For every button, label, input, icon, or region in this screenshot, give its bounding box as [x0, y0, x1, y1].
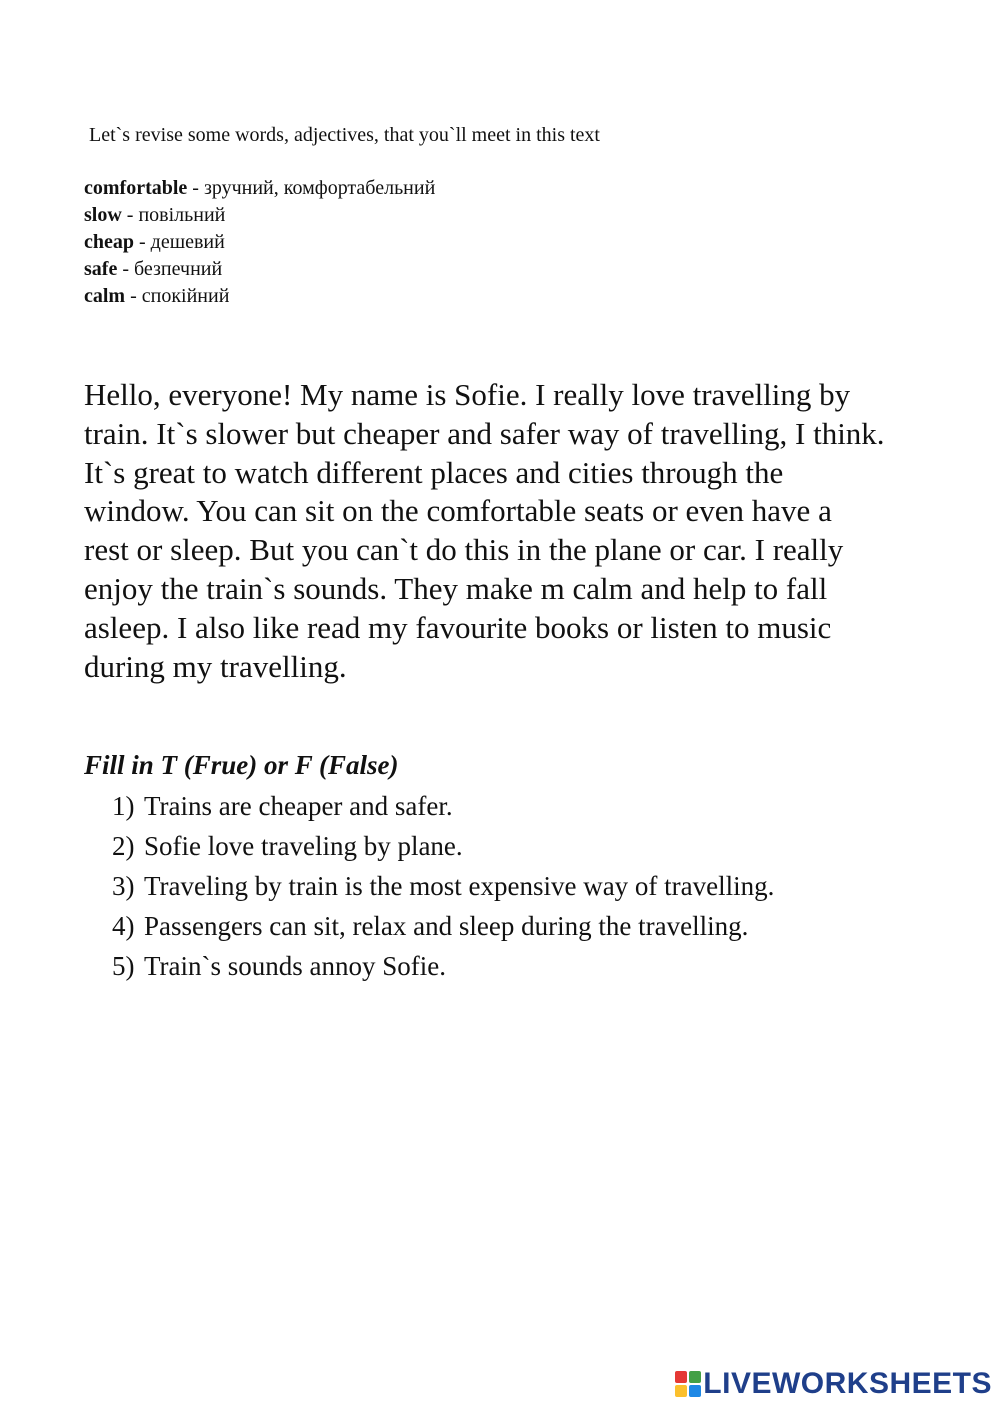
question-text: Passengers can sit, relax and sleep during the travelling. [144, 911, 749, 941]
vocabulary-word: cheap [84, 231, 134, 253]
vocabulary-item [84, 283, 435, 310]
question-number: 3) [112, 871, 135, 901]
question-text: Train`s sounds annoy Sofie. [144, 951, 447, 981]
vocabulary-word: comfortable [84, 177, 188, 199]
vocabulary-word: calm [84, 285, 126, 307]
question-item [112, 866, 774, 906]
story-paragraph [84, 376, 984, 686]
intro-text: Let`s revise some words, adjectives, that you`ll meet in this text [89, 124, 600, 146]
liveworksheets-watermark [675, 1367, 992, 1401]
story-line: It`s great to watch different places and cities through the [84, 454, 784, 490]
question-item [112, 946, 774, 986]
vocabulary-list [84, 175, 435, 310]
question-text: Traveling by train is the most expensive way of travelling. [144, 871, 775, 901]
story-line: train. It`s slower but cheaper and safer way of travelling, I think. [84, 415, 885, 451]
vocabulary-translation: - безпечний [117, 258, 223, 280]
task-title: Fill in T (Frue) or F (False) [84, 750, 399, 780]
liveworksheets-logo-icon [675, 1371, 701, 1397]
vocabulary-translation: - дешевий [134, 231, 225, 253]
logo-tile [675, 1385, 687, 1397]
vocabulary-item [84, 256, 435, 283]
question-list [112, 786, 774, 986]
question-number: 2) [112, 831, 135, 861]
question-number: 5) [112, 951, 135, 981]
question-item [112, 906, 774, 946]
vocabulary-word: safe [84, 258, 118, 280]
vocabulary-translation: - спокійний [125, 285, 230, 307]
watermark-text: LIVEWORKSHEETS [703, 1367, 992, 1400]
story-line: asleep. I also like read my favourite books or listen to music [84, 609, 832, 645]
story-line: enjoy the train`s sounds. They make m calm and help to fall [84, 570, 828, 606]
question-text: Sofie love traveling by plane. [144, 831, 463, 861]
logo-tile [675, 1371, 687, 1383]
logo-tile [689, 1371, 701, 1383]
vocabulary-item [84, 175, 435, 202]
vocabulary-item [84, 202, 435, 229]
story-line: Hello, everyone! My name is Sofie. I really love travelling by [84, 377, 851, 412]
question-number: 1) [112, 791, 135, 821]
vocabulary-item [84, 229, 435, 256]
story-line: window. You can sit on the comfortable seats or even have a [84, 493, 832, 529]
story-line: during my travelling. [84, 648, 347, 684]
question-text: Trains are cheaper and safer. [144, 791, 453, 821]
vocabulary-word: slow [84, 204, 122, 226]
vocabulary-translation: - повільний [121, 204, 226, 226]
story-line: rest or sleep. But you can`t do this in the plane or car. I really [84, 532, 844, 568]
question-item [112, 786, 774, 826]
logo-tile [689, 1385, 701, 1397]
question-item [112, 826, 774, 866]
vocabulary-translation: - зручний, комфортабельний [187, 177, 436, 199]
question-number: 4) [112, 911, 135, 941]
